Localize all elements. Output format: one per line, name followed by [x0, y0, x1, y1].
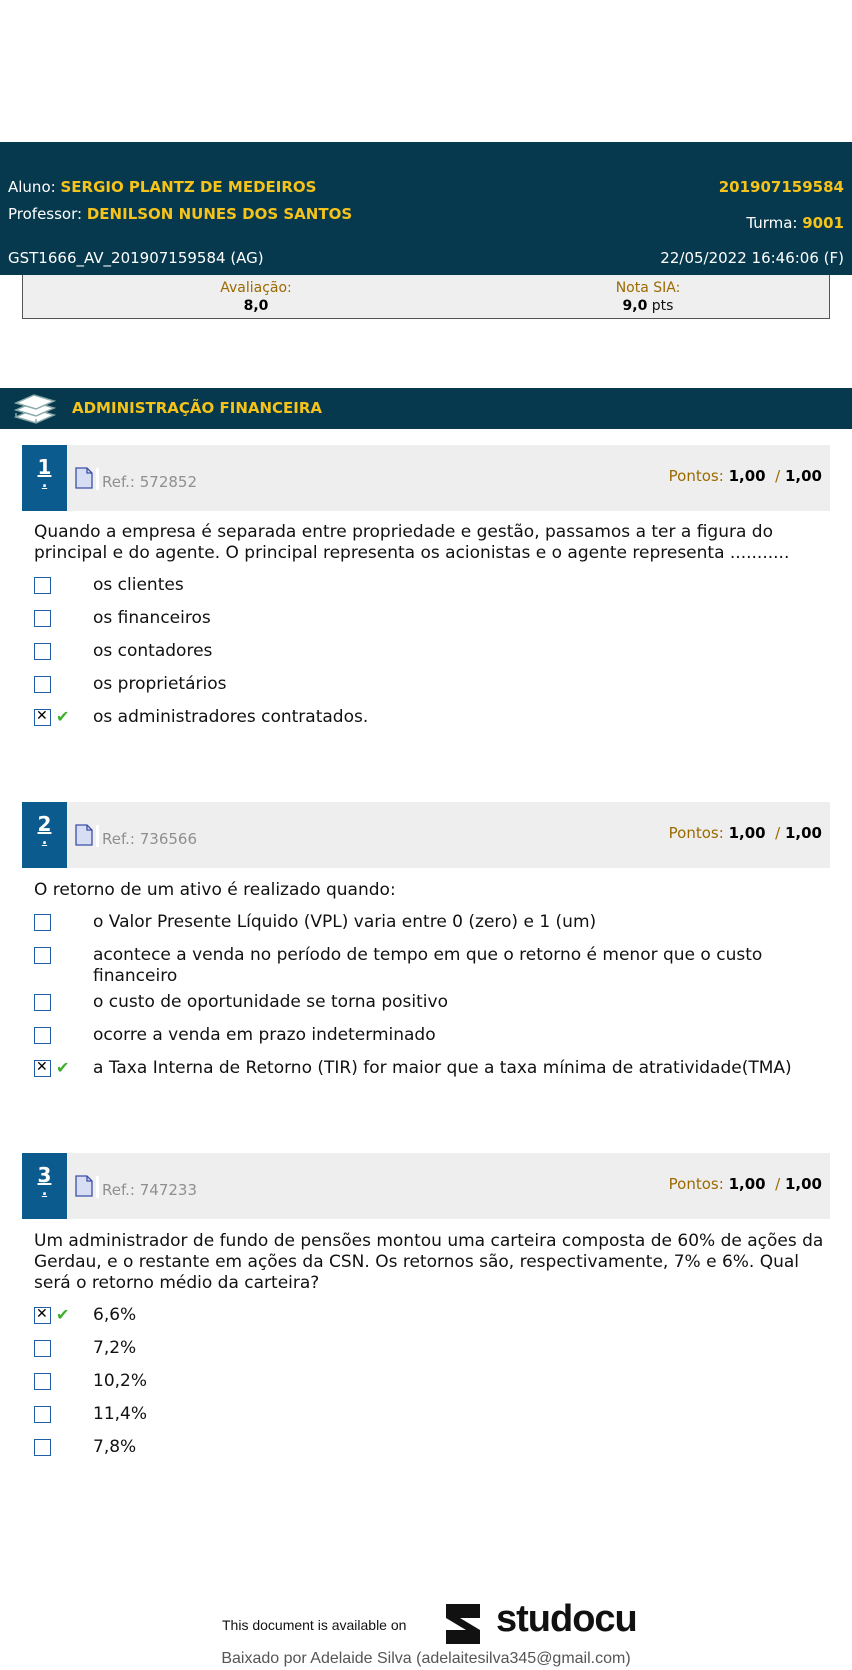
- option[interactable]: o custo de oportunidade se torna positivo: [34, 992, 824, 1016]
- question-points: Pontos: 1,00 / 1,00: [668, 1175, 822, 1193]
- checkbox[interactable]: [34, 1027, 51, 1044]
- question-header: [22, 1153, 830, 1219]
- evaluation-grade: Avaliação: 8,0: [220, 280, 292, 314]
- checkbox[interactable]: [34, 1439, 51, 1456]
- checkbox-checked[interactable]: [34, 1060, 51, 1077]
- professor-name: DENILSON NUNES DOS SANTOS: [86, 205, 353, 223]
- document-icon: [74, 824, 100, 848]
- question-points: Pontos: 1,00 / 1,00: [668, 824, 822, 842]
- question-header: [22, 445, 830, 511]
- checkbox[interactable]: [34, 947, 51, 964]
- downloaded-by: Baixado por Adelaide Silva (adelaitesilva345@gmail.com): [221, 1650, 631, 1667]
- checkbox[interactable]: [34, 676, 51, 693]
- option[interactable]: o Valor Presente Líquido (VPL) varia entre 0 (zero) e 1 (um): [34, 912, 824, 936]
- exam-datetime: 22/05/2022 16:46:06 (F): [660, 249, 844, 267]
- checkbox[interactable]: [34, 1406, 51, 1423]
- correct-check-icon: ✔: [56, 1058, 70, 1077]
- checkbox[interactable]: [34, 1340, 51, 1357]
- option[interactable]: os financeiros: [34, 608, 824, 632]
- document-icon: [74, 1175, 100, 1199]
- option[interactable]: ocorre a venda em prazo indeterminado: [34, 1025, 824, 1049]
- option[interactable]: os contadores: [34, 641, 824, 665]
- question-stem: O retorno de um ativo é realizado quando:: [34, 880, 396, 900]
- question-number[interactable]: 1 .: [22, 445, 67, 511]
- question-stem: Um administrador de fundo de pensões montou uma carteira composta de 60% de ações da Gerdau, e o restante em ações da CSN. Os retornos são, respectivamente, 7% e 6%. Qual será o retorno médio da carteira?: [34, 1231, 824, 1293]
- checkbox[interactable]: [34, 994, 51, 1011]
- option-selected[interactable]: ✕ ✔ os administradores contratados.: [34, 707, 824, 731]
- studocu-logo-icon[interactable]: [440, 1600, 490, 1648]
- option[interactable]: os clientes: [34, 575, 824, 599]
- checkbox[interactable]: [34, 1373, 51, 1390]
- books-icon: [12, 391, 58, 427]
- option[interactable]: acontece a venda no período de tempo em que o retorno é menor que o custo financeiro: [34, 945, 824, 989]
- question-number[interactable]: 3 .: [22, 1153, 67, 1219]
- correct-check-icon: ✔: [56, 1305, 70, 1324]
- checkbox-checked[interactable]: [34, 709, 51, 726]
- question-stem: Quando a empresa é separada entre propriedade e gestão, passamos a ter a figura do principal e do agente. O principal representa os acionistas e o agente representa ...........: [34, 522, 790, 563]
- student-name: SERGIO PLANTZ DE MEDEIROS: [60, 178, 317, 196]
- grades-panel: [22, 275, 830, 319]
- professor-line: Professor: DENILSON NUNES DOS SANTOS: [8, 205, 353, 223]
- option[interactable]: 10,2%: [34, 1371, 824, 1395]
- student-line: Aluno: SERGIO PLANTZ DE MEDEIROS: [8, 178, 317, 196]
- availability-text: This document is available on: [222, 1617, 407, 1633]
- sia-grade: Nota SIA: 9,0 pts: [615, 280, 681, 314]
- course-bar: [0, 388, 852, 429]
- option[interactable]: 7,2%: [34, 1338, 824, 1362]
- document-icon: [74, 467, 100, 491]
- option-selected[interactable]: ✕ ✔ a Taxa Interna de Retorno (TIR) for maior que a taxa mínima de atratividade(TMA): [34, 1058, 824, 1082]
- question-ref: Ref.: 736566: [102, 830, 198, 848]
- question-ref: Ref.: 572852: [102, 473, 198, 491]
- checkbox[interactable]: [34, 643, 51, 660]
- question-header: [22, 802, 830, 868]
- question-number[interactable]: 2 .: [22, 802, 67, 868]
- studocu-brand[interactable]: studocu: [496, 1598, 637, 1640]
- question-ref: Ref.: 747233: [102, 1181, 198, 1199]
- exam-header: [0, 142, 852, 275]
- class-line: Turma: 9001: [746, 214, 844, 232]
- checkbox[interactable]: [34, 610, 51, 627]
- exam-code: GST1666_AV_201907159584 (AG): [8, 249, 264, 267]
- correct-check-icon: ✔: [56, 707, 70, 726]
- option[interactable]: 11,4%: [34, 1404, 824, 1428]
- option[interactable]: 7,8%: [34, 1437, 824, 1461]
- class-value: 9001: [802, 214, 844, 232]
- checkbox-checked[interactable]: [34, 1307, 51, 1324]
- option[interactable]: os proprietários: [34, 674, 824, 698]
- student-id: 201907159584: [718, 178, 844, 196]
- checkbox[interactable]: [34, 577, 51, 594]
- course-title: ADMINISTRAÇÃO FINANCEIRA: [72, 399, 323, 417]
- option-selected[interactable]: ✕ ✔ 6,6%: [34, 1305, 824, 1329]
- question-points: Pontos: 1,00 / 1,00: [668, 467, 822, 485]
- checkbox[interactable]: [34, 914, 51, 931]
